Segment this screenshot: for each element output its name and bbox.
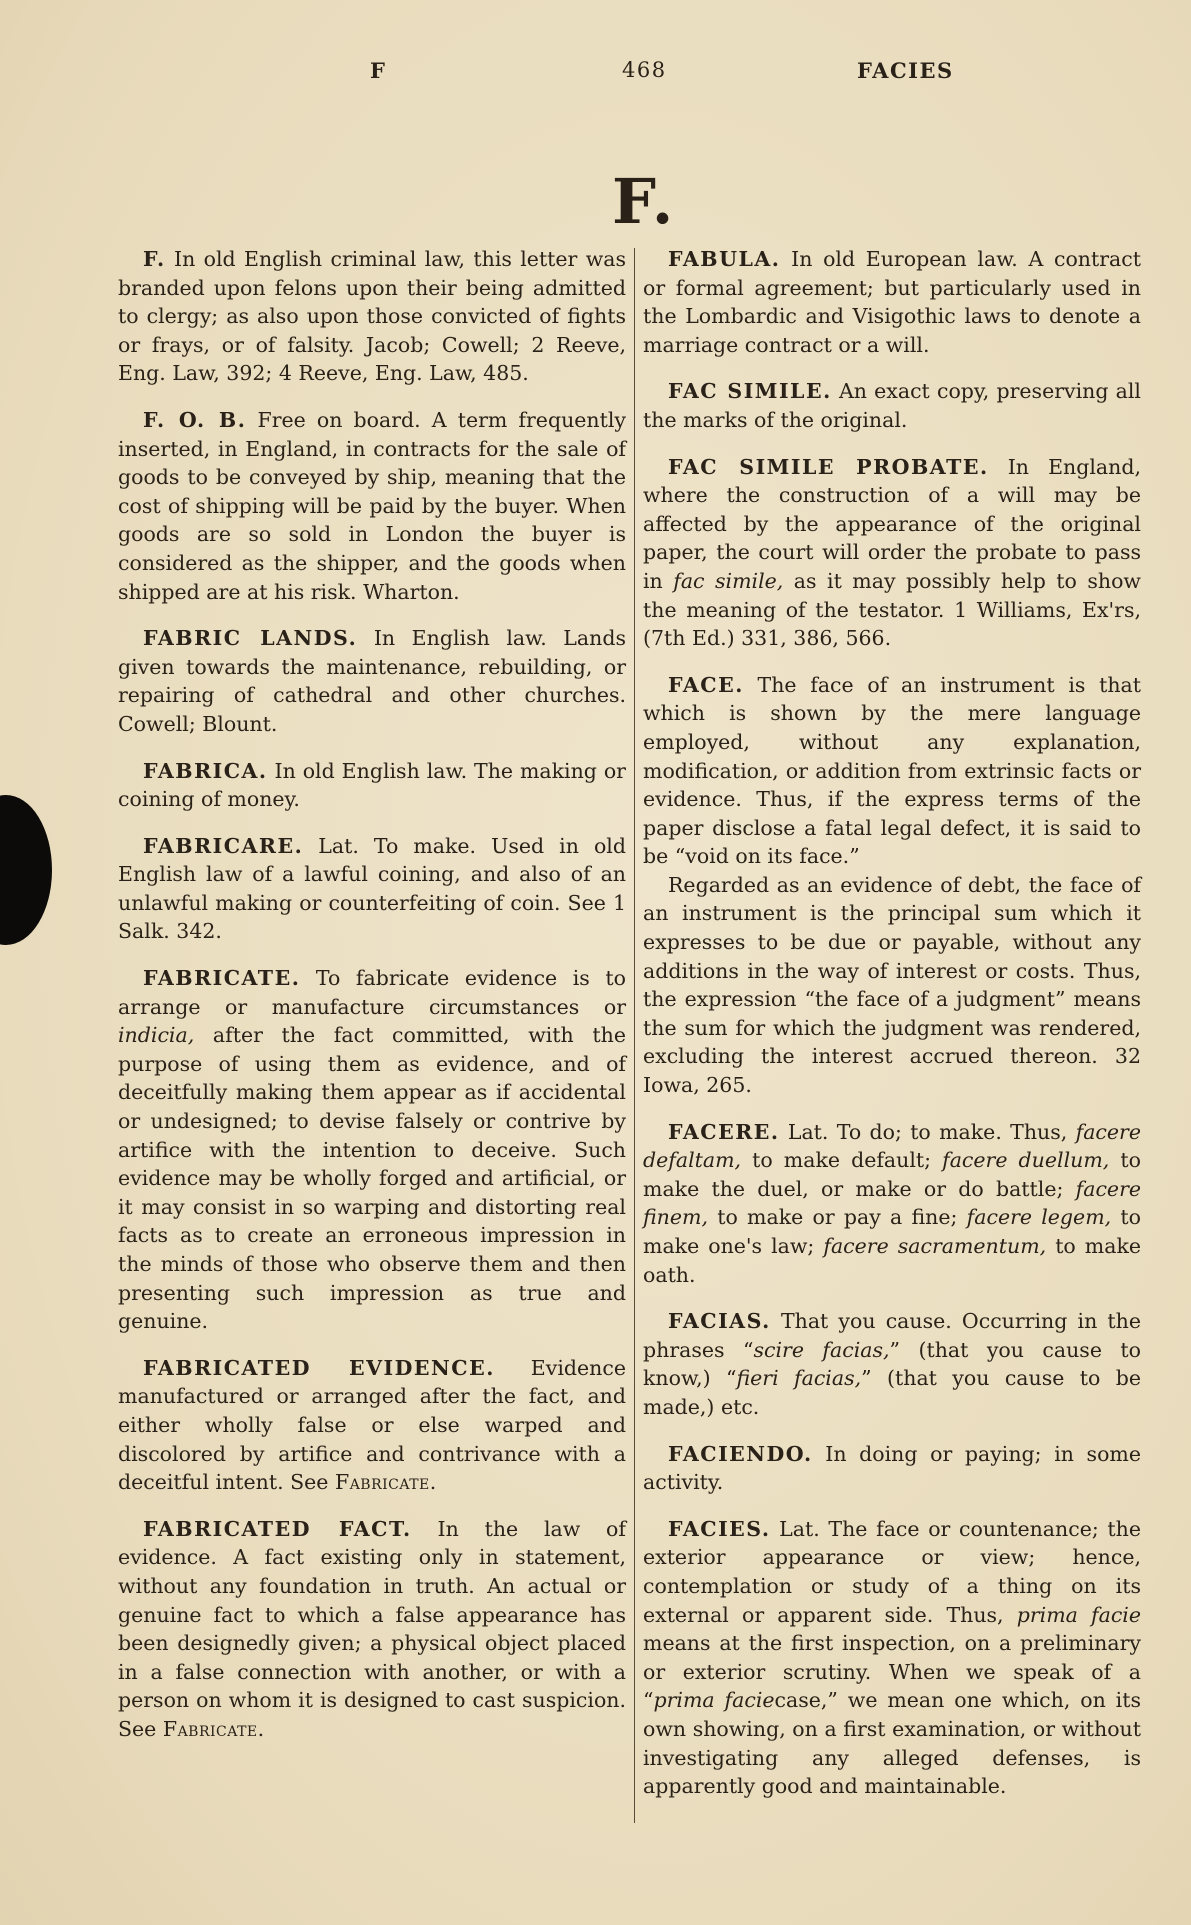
entry-headword: FABULA. xyxy=(668,247,781,271)
entry-headword: FACIES. xyxy=(668,1516,771,1541)
entry-facias xyxy=(643,1307,1141,1421)
entry-definition: In old European law. A contract or formal agreement; but particularly used in the Lombardic and Visigothic laws to denote a marriage contract or a will. xyxy=(643,247,1141,357)
cross-reference: Fabricate. xyxy=(162,1716,265,1741)
entry-headword: FACIAS. xyxy=(668,1309,771,1334)
entry-headword: F. xyxy=(143,247,166,271)
entry-definition: In English law. Lands given towards the maintenance, rebuilding, or repairing of cathedral and other churches. Cowell; Blount. xyxy=(118,626,626,736)
entry-fac-simile-probate xyxy=(643,453,1141,653)
entry-face xyxy=(643,671,1141,871)
entry-definition-cont: ” (that you cause to be made,) etc. xyxy=(643,1366,1141,1419)
entry-headword: FABRICATE. xyxy=(143,966,301,991)
running-head-guide-word: FACIES xyxy=(857,58,954,83)
entry-definition-cont: ” (that you cause to know,) “ xyxy=(643,1337,1141,1391)
entry-fob xyxy=(118,406,626,606)
entry-headword: FABRIC LANDS. xyxy=(143,626,358,651)
entry-italic-term: fac simile, xyxy=(673,568,784,593)
binding-hole xyxy=(0,795,52,945)
entry-fabrica xyxy=(118,757,626,814)
entry-fac-simile xyxy=(643,377,1141,434)
entry-fabricated-evidence xyxy=(118,1354,626,1497)
entry-headword: FACERE. xyxy=(668,1119,780,1144)
section-letter-heading: F. xyxy=(612,165,676,238)
entry-definition: In England, where the construction of a will may be affected by the appearance of the original paper, the court will order the probate to pass in xyxy=(643,454,1141,593)
entry-definition: In old English criminal law, this letter was branded upon felons upon their being admitted to clergy; as also upon those convicted of fights or frays, or of falsity. Jacob; Cowell; 2 Reeve, Eng. Law, 392; 4 Reeve, Eng. Law, 485. xyxy=(118,247,626,386)
column-divider xyxy=(634,248,635,1823)
entry-headword: F. O. B. xyxy=(143,407,247,432)
entry-fabric-lands xyxy=(118,624,626,738)
entry-face-continuation xyxy=(643,871,1141,1100)
entry-italic-term: facere finem, xyxy=(643,1176,1141,1230)
entry-italic-term: facere legem, xyxy=(966,1205,1112,1230)
entry-definition: Evidence manufactured or arranged after the fact, and either wholly false or else warped and discolored by artifice and contrivance with a deceitful intent. See xyxy=(118,1355,626,1495)
entry-definition: Lat. The face or countenance; the exterior appearance or view; hence, contemplation or study of a thing on its external or apparent side. Thus, xyxy=(643,1516,1141,1627)
entry-definition-cont: as it may possibly help to show the meaning of the testator. 1 Williams, Ex'rs, (7th Ed.) 331, 386, 566. xyxy=(643,568,1141,651)
entry-definition-cont: to make one's law; xyxy=(643,1205,1141,1258)
entry-fabricare xyxy=(118,832,626,946)
right-column xyxy=(643,245,1141,1819)
entry-f xyxy=(118,245,626,388)
entry-headword: FACIENDO. xyxy=(668,1441,813,1466)
page-number: 468 xyxy=(622,58,667,82)
entry-definition: The face of an instrument is that which is shown by the mere language employed, without any explanation, modification, or addition from extrinsic facts or evidence. Thus, if the express terms of the paper disclose a fatal legal defect, it is said to be “void on its face.” xyxy=(643,672,1141,869)
entry-italic-term: prima facie xyxy=(1016,1602,1141,1627)
entry-headword: FACE. xyxy=(668,672,744,697)
entry-facere xyxy=(643,1118,1141,1290)
entry-definition: In doing or paying; in some activity. xyxy=(643,1441,1141,1495)
entry-definition: An exact copy, preserving all the marks of the original. xyxy=(643,379,1141,432)
entry-definition-cont: case,” we mean one which, on its own showing, on a first examination, or without investigating any alleged defenses, is apparently good and maintainable. xyxy=(643,1688,1142,1799)
entry-definition-cont: to make the duel, or make or do battle; xyxy=(643,1148,1141,1201)
entry-italic-term: prima facie xyxy=(653,1688,775,1713)
cross-reference: Fabricate. xyxy=(334,1470,437,1495)
entry-italic-term: fieri facias, xyxy=(736,1366,862,1391)
entry-definition: Free on board. A term frequently inserted, in England, in contracts for the sale of goods to be conveyed by ship, meaning that the cost of shipping will be paid by the buyer. When goods are so sold in London the buyer is considered as the shipper, and the goods when shipped are at his risk. Wharton. xyxy=(118,407,626,604)
entry-definition: Lat. To do; to make. Thus, xyxy=(787,1119,1068,1144)
entry-definition-cont: means at the first inspection, on a preliminary or exterior scrutiny. When we speak of a “ xyxy=(643,1631,1141,1713)
entry-italic-term: facere duellum, xyxy=(942,1148,1110,1173)
entry-headword: FAC SIMILE. xyxy=(668,379,832,404)
entry-definition: In the law of evidence. A fact existing only in statement, without any foundation in truth. An actual or genuine fact to which a false appearance has been designedly given; a physical object placed in a false connection with another, or with a person on whom it is designed to cast suspicion. See xyxy=(118,1516,626,1741)
entry-headword: FABRICATED FACT. xyxy=(143,1516,412,1541)
entry-italic-term: facere defaltam, xyxy=(643,1119,1141,1173)
entry-headword: FAC SIMILE PROBATE. xyxy=(668,454,989,479)
entry-definition: In old English law. The making or coining of money. xyxy=(118,758,626,812)
entry-definition-cont: to make default; xyxy=(752,1148,932,1173)
running-head-letter: F xyxy=(370,58,387,83)
entry-fabricate xyxy=(118,964,626,1336)
entry-facies xyxy=(643,1515,1141,1801)
entry-italic-term: scire facias, xyxy=(753,1337,890,1362)
entry-headword: FABRICATED EVIDENCE. xyxy=(143,1355,495,1380)
entry-italic-term: indicia, xyxy=(118,1023,195,1048)
entry-definition: That you cause. Occurring in the phrases “ xyxy=(643,1309,1141,1362)
entry-definition-cont: after the fact committed, with the purpose of using them as evidence, and of deceitfully making them appear as if accidental or undesigned; to devise falsely or contrive by artifice with the intention to deceive. Such evidence may be wholly forged and artificial, or it may consist in so warping and distorting real facts as to create an erroneous impression in the minds of those who observe them and then presenting such impression as true and genuine. xyxy=(118,1023,626,1334)
entry-definition: Lat. To make. Used in old English law of a lawful coining, and also of an unlawful making or counterfeiting of coin. See 1 Salk. 342. xyxy=(118,833,626,944)
entry-definition: To fabricate evidence is to arrange or manufacture circumstances or xyxy=(118,966,626,1019)
entry-headword: FABRICARE. xyxy=(143,833,304,858)
entry-definition-cont: to make oath. xyxy=(643,1234,1142,1287)
left-column xyxy=(118,245,626,1762)
entry-italic-term: facere sacramentum, xyxy=(823,1234,1047,1258)
entry-fabula xyxy=(643,245,1141,359)
entry-fabricated-fact xyxy=(118,1515,626,1744)
entry-faciendo xyxy=(643,1440,1141,1497)
entry-headword: FABRICA. xyxy=(143,758,268,783)
entry-definition-cont: to make or pay a fine; xyxy=(717,1205,958,1230)
entry-definition: Regarded as an evidence of debt, the face of an instrument is the principal sum which it expresses to be due or payable, without any additions in the way of interest or costs. Thus, the expression “the face of a judgment” means the sum for which the judgment was rendered, excluding the interest accrued thereon. 32 Iowa, 265. xyxy=(643,872,1141,1098)
